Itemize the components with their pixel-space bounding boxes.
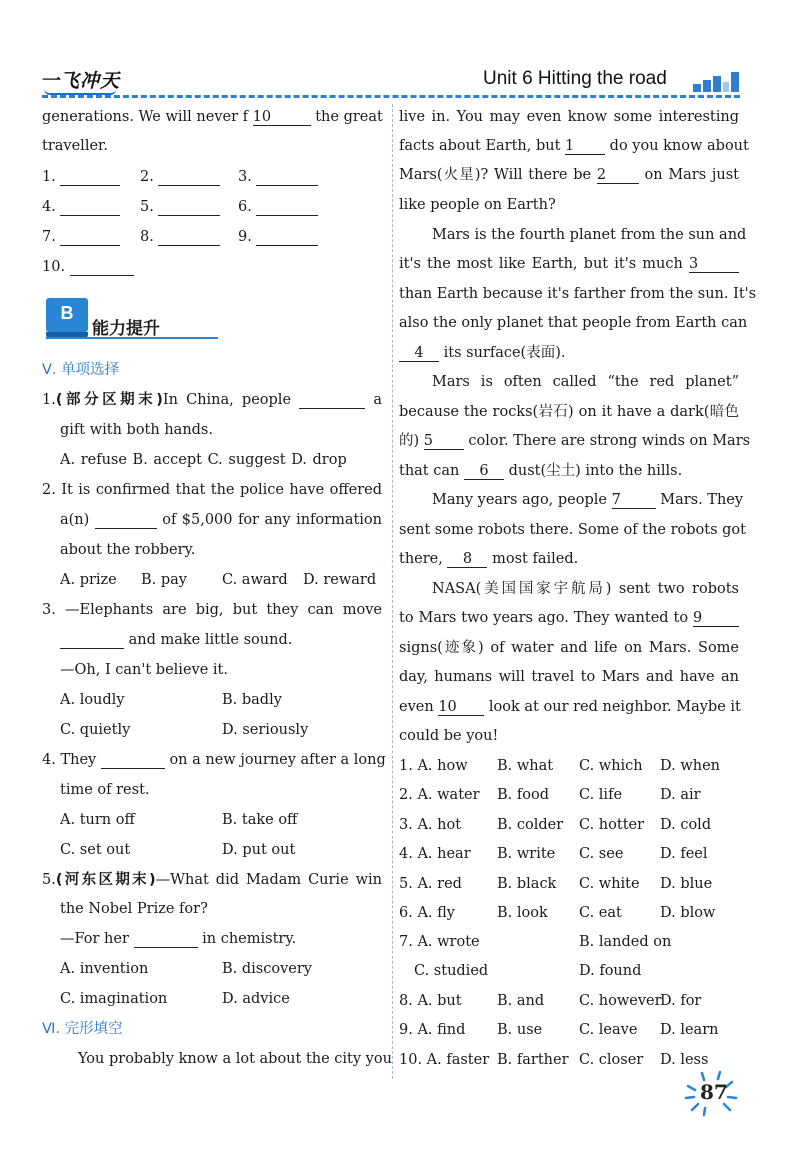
cloze-option: B. use	[497, 1022, 543, 1038]
cloze-blank[interactable]: 8	[447, 551, 487, 568]
option: D. put out	[222, 842, 296, 858]
text-line: traveller.	[42, 138, 108, 154]
cloze-blank[interactable]: 7	[612, 492, 656, 509]
answer-blank[interactable]: 10	[253, 109, 311, 126]
cloze-option: 10. A. faster	[399, 1052, 490, 1068]
cloze-option: 4. A. hear	[399, 846, 471, 862]
text-line: about the robbery.	[60, 542, 196, 558]
option: D. advice	[222, 991, 290, 1007]
passage-line: because the rocks(岩石) on it have a dark(暗色	[399, 404, 739, 420]
text-line: and make little sound.	[60, 631, 292, 649]
cloze-option: B. write	[497, 846, 556, 862]
option: C. set out	[60, 842, 131, 858]
cloze-option: 6. A. fly	[399, 905, 455, 921]
cloze-option: B. look	[497, 905, 548, 921]
cloze-option: 1. A. how	[399, 758, 468, 774]
pixel-decoration-icon	[693, 68, 739, 94]
cloze-option: 5. A. red	[399, 876, 462, 892]
answer-blank[interactable]	[101, 752, 165, 769]
cloze-option: D. cold	[660, 817, 712, 833]
answer-slot[interactable]: 7.	[42, 228, 120, 246]
text-line: the Nobel Prize for?	[60, 901, 208, 917]
cloze-blank[interactable]: 4	[399, 345, 439, 362]
option: A. loudly	[60, 692, 125, 708]
cloze-option: C. closer	[579, 1052, 644, 1068]
cloze-option: C. which	[579, 758, 643, 774]
header-rule	[42, 95, 740, 98]
section-b-title: 能力提升	[92, 319, 160, 339]
passage-line: 的) 5 color. There are strong winds on Mars	[399, 433, 751, 449]
cloze-option: C. eat	[579, 905, 622, 921]
option: C. imagination	[60, 991, 168, 1007]
passage-line: there, 8 most failed.	[399, 551, 579, 567]
answer-blank[interactable]	[134, 931, 198, 948]
passage-line: Mars is the fourth planet from the sun and	[432, 227, 747, 243]
passage-line: signs(迹象) of water and life on Mars. Some	[399, 640, 739, 656]
passage-line: to Mars two years ago. They wanted to 9	[399, 609, 739, 627]
cloze-option: 2. A. water	[399, 787, 480, 803]
page-number: 87	[700, 1080, 728, 1104]
question-1-line: 1.(部分区期末)In China, people a	[42, 392, 382, 408]
cloze-option: C. leave	[579, 1022, 638, 1038]
text-line: —Oh, I can't believe it.	[60, 662, 228, 678]
option: A. invention	[60, 961, 149, 977]
option: B. take off	[222, 812, 298, 828]
answer-slot[interactable]: 10.	[42, 258, 134, 276]
question-3-line: 3. —Elephants are big, but they can move	[42, 602, 382, 618]
option: A. prize	[60, 572, 117, 588]
option: D. seriously	[222, 722, 309, 738]
cloze-option: D. blow	[660, 905, 716, 921]
cloze-option: C. hotter	[579, 817, 645, 833]
answer-slot[interactable]: 6.	[238, 198, 318, 216]
cloze-blank[interactable]: 5	[424, 433, 464, 450]
column-divider	[392, 104, 393, 1079]
question-4-line: 4. They on a new journey after a long	[42, 752, 386, 768]
cloze-option: B. farther	[497, 1052, 569, 1068]
cloze-option: C. white	[579, 876, 640, 892]
passage-line: sent some robots there. Some of the robots got	[399, 522, 746, 538]
cloze-option: D. learn	[660, 1022, 719, 1038]
text-line: —For her in chemistry.	[60, 931, 297, 947]
cloze-option: B. landed on	[579, 934, 672, 950]
passage-line: Many years ago, people 7 Mars. They	[432, 492, 744, 508]
cloze-option: C. however	[579, 993, 662, 1009]
cloze-option: C. see	[579, 846, 624, 862]
cloze-option: 8. A. but	[399, 993, 462, 1009]
answer-slot[interactable]: 5.	[140, 198, 220, 216]
cloze-option: 3. A. hot	[399, 817, 462, 833]
answer-blank[interactable]	[60, 632, 124, 649]
answer-blank[interactable]	[95, 512, 157, 529]
section-5-title: Ⅴ. 单项选择	[42, 362, 120, 378]
cloze-option: C. life	[579, 787, 623, 803]
cloze-option: B. what	[497, 758, 554, 774]
passage-line: Mars is often called “the red planet”	[432, 374, 739, 390]
cloze-option: B. food	[497, 787, 549, 803]
cloze-option: C. studied	[414, 963, 489, 979]
cloze-blank[interactable]: 9	[693, 610, 739, 627]
section-b-badge: B	[46, 298, 88, 332]
question-2-line: 2. It is confirmed that the police have offered	[42, 482, 382, 498]
answer-slot[interactable]: 9.	[238, 228, 318, 246]
passage-line: it's the most like Earth, but it's much 3	[399, 255, 739, 273]
passage-line: than Earth because it's farther from the sun. It's	[399, 286, 757, 302]
section-6-title: Ⅵ. 完形填空	[42, 1021, 123, 1037]
text-line: a(n) of $5,000 for any information	[60, 512, 382, 528]
passage-line: live in. You may even know some interesting	[399, 109, 739, 125]
option: B. pay	[141, 572, 187, 588]
passage-line: NASA(美国国家宇航局) sent two robots	[432, 581, 739, 597]
cloze-blank[interactable]: 10	[438, 699, 484, 716]
cloze-option: D. found	[579, 963, 642, 979]
text-line: gift with both hands.	[60, 422, 213, 438]
cloze-option: 7. A. wrote	[399, 934, 480, 950]
section-b-rule	[46, 337, 218, 339]
answer-slot[interactable]: 8.	[140, 228, 220, 246]
question-5-line: 5.(河东区期末)—What did Madam Curie win	[42, 872, 382, 888]
answer-slot[interactable]: 2.	[140, 168, 220, 186]
cloze-option: B. colder	[497, 817, 564, 833]
answer-slot[interactable]: 1.	[42, 168, 120, 186]
option: D. reward	[303, 572, 377, 588]
answer-slot[interactable]: 4.	[42, 198, 120, 216]
option: A. turn off	[60, 812, 135, 828]
answer-slot[interactable]: 3.	[238, 168, 318, 186]
text-line: time of rest.	[60, 782, 150, 798]
option: B. badly	[222, 692, 282, 708]
passage-line: even 10 look at our red neighbor. Maybe it	[399, 699, 741, 715]
cloze-blank[interactable]: 1	[565, 138, 605, 155]
cloze-option: D. air	[660, 787, 701, 803]
cloze-option: D. when	[660, 758, 720, 774]
cloze-option: D. less	[660, 1052, 709, 1068]
cloze-blank[interactable]: 3	[689, 256, 739, 273]
brand-logo: 一飞冲天	[40, 70, 121, 92]
passage-line: that can 6 dust(尘土) into the hills.	[399, 463, 683, 479]
passage-line: also the only planet that people from Earth can	[399, 315, 748, 331]
option: C. award	[222, 572, 288, 588]
passage-intro: You probably know a lot about the city you	[78, 1051, 392, 1067]
unit-title: Unit 6 Hitting the road	[483, 68, 667, 89]
cloze-option: D. for	[660, 993, 702, 1009]
cloze-blank[interactable]: 2	[597, 167, 639, 184]
cloze-option: D. blue	[660, 876, 713, 892]
passage-line: day, humans will travel to Mars and have an	[399, 669, 739, 685]
text-line: generations. We will never f 10 the great	[42, 109, 383, 125]
cloze-option: B. and	[497, 993, 545, 1009]
passage-line: facts about Earth, but 1 do you know about	[399, 138, 749, 154]
passage-line: could be you!	[399, 728, 499, 744]
option: B. discovery	[222, 961, 312, 977]
cloze-option: B. black	[497, 876, 557, 892]
passage-line: Mars(火星)? Will there be 2 on Mars just	[399, 167, 739, 183]
cloze-option: D. feel	[660, 846, 708, 862]
question-1-options: A. refuse B. accept C. suggest D. drop	[60, 452, 347, 468]
cloze-option: 9. A. find	[399, 1022, 466, 1038]
answer-blank[interactable]	[299, 392, 365, 409]
passage-line: 4 its surface(表面).	[399, 344, 565, 362]
passage-line: like people on Earth?	[399, 197, 556, 213]
option: C. quietly	[60, 722, 131, 738]
cloze-blank[interactable]: 6	[464, 463, 504, 480]
